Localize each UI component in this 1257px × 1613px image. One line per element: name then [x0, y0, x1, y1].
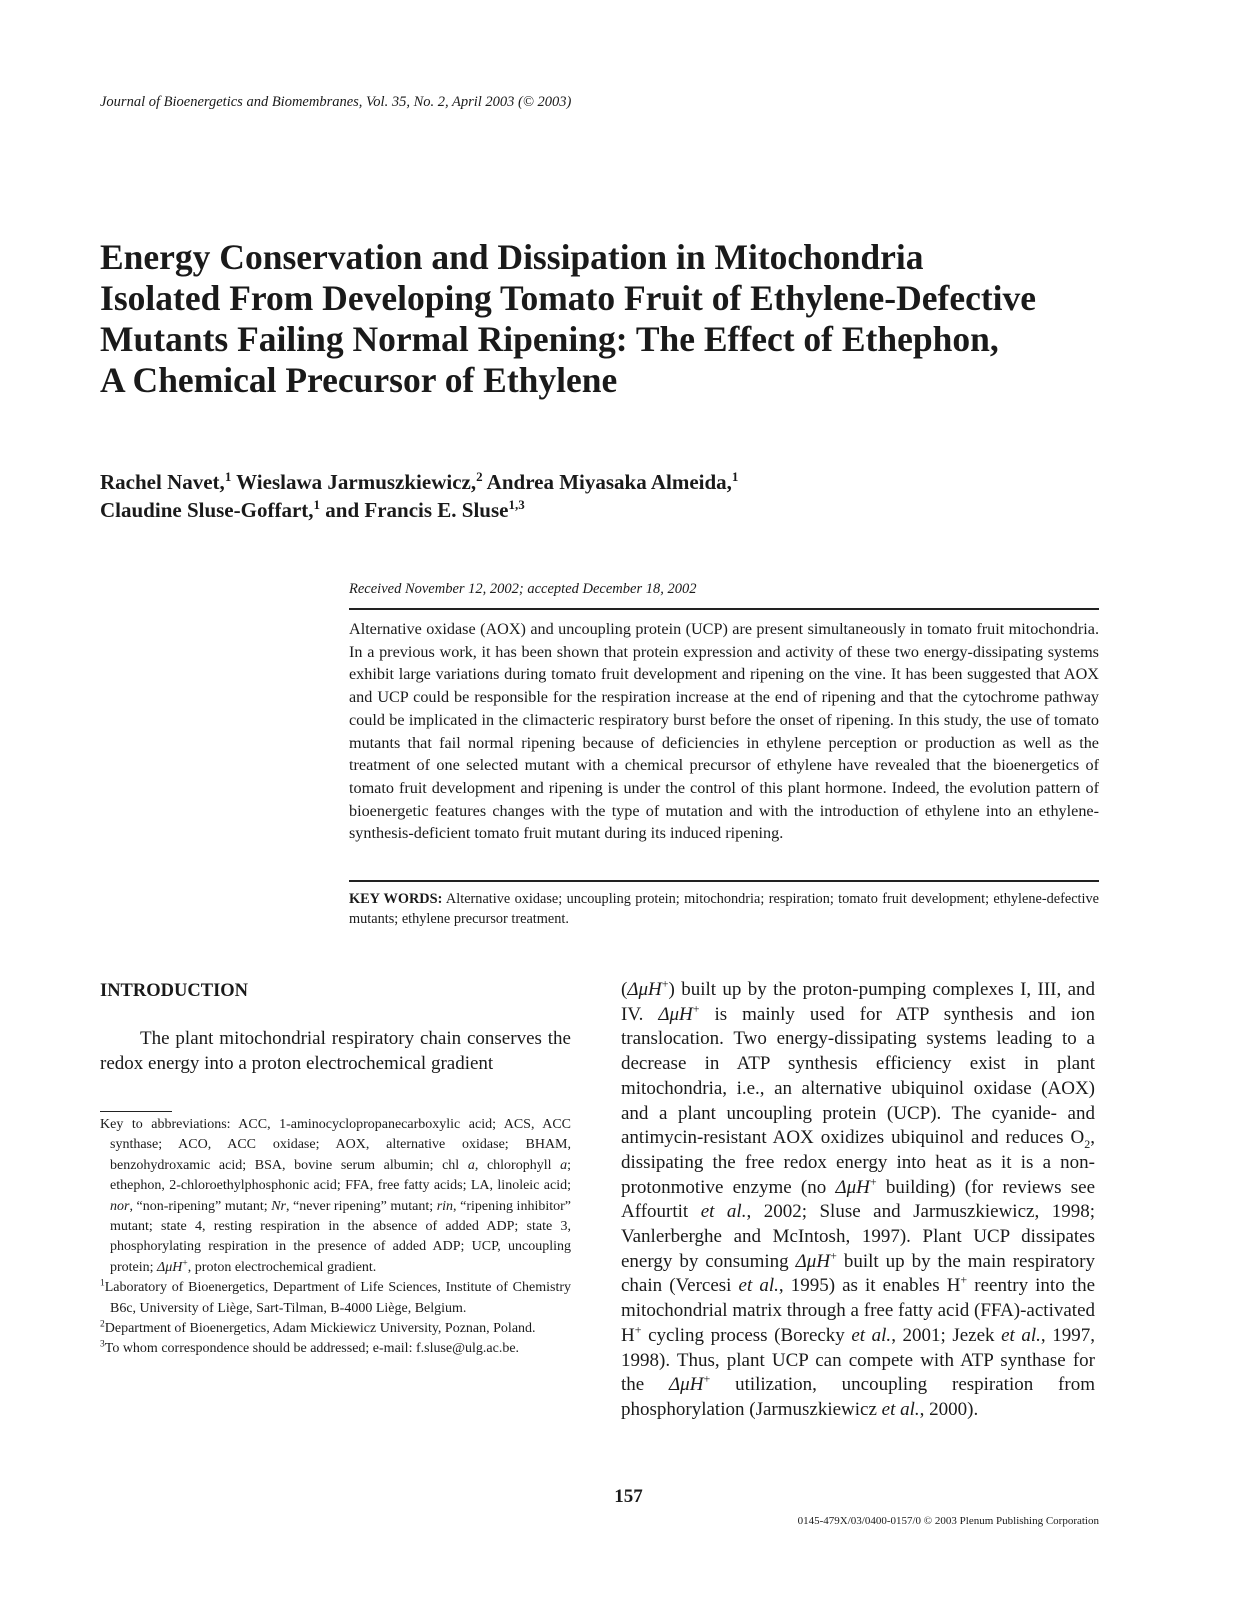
delta-mu-symbol: Δμ — [658, 1003, 680, 1025]
running-head: Journal of Bioenergetics and Biomembranes, Vol. 35, No. 2, April 2003 (© 2003) — [100, 94, 572, 110]
footnote-rule — [100, 1111, 172, 1112]
footnote-text: , chlorophyll — [474, 1157, 561, 1173]
received-date: Received November 12, 2002; accepted December 18, 2002 — [349, 581, 697, 597]
author-name: and Francis E. Sluse — [320, 498, 509, 522]
footnote-mark: 1 — [100, 1278, 105, 1289]
intro-paragraph-left: The plant mitochondrial respiratory chain conserves the redox energy into a proton electrochemical gradient — [100, 1028, 571, 1074]
body-text: , 1997, 1998). Thus, plant UCP can compete with ATP synthase for the — [621, 1324, 1095, 1396]
affiliation-mark: 1 — [731, 469, 739, 484]
body-text: built up by the main respiratory chain (Vercesi — [621, 1250, 1095, 1297]
title-line: A Chemical Precursor of Ethylene — [100, 360, 618, 400]
section-heading-introduction: INTRODUCTION — [100, 981, 249, 1001]
footnote-italic: rin — [436, 1198, 454, 1214]
title-line: Mutants Failing Normal Ripening: The Effect of Ethephon, — [100, 319, 999, 359]
title-line: Isolated From Developing Tomato Fruit of Ethylene-Defective — [100, 278, 1037, 318]
affiliation-footnote-2 — [100, 1319, 571, 1339]
correspondence-footnote — [100, 1339, 571, 1359]
body-text: is mainly used for ATP synthesis and ion translocation. Two energy-dissipating systems leading to a decrease in ATP synthesis efficiency exist in plant mitochondria, i.e., an alternative ubiquinol oxidase (AOX) and a plant uncoupling protein (UCP). The cyanide- and antimycin-resistant AOX oxidizes ubiquinol and reduces O — [621, 1003, 1095, 1149]
affiliation-mark: 1 — [313, 497, 321, 512]
footnote-text: , “non-ripening” mutant; — [129, 1198, 272, 1214]
footnote-italic: a — [560, 1157, 568, 1173]
keywords-text: Alternative oxidase; uncoupling protein; mitochondria; respiration; tomato fruit development; ethylene-defective mutants; ethylene precursor treatment. — [349, 891, 1099, 927]
footnote-text: , “ripening inhibitor” mutant; state 4, resting respiration in the absence of added ADP; state 3, phosphorylating respiration in the presence of added ADP; UCP, uncoupling protein; — [110, 1198, 571, 1275]
footnote-text: , proton electrochemical gradient. — [187, 1259, 377, 1275]
author-name: Claudine Sluse-Goffart, — [100, 498, 314, 522]
footnote-text: Laboratory of Bioenergetics, Department of Life Sciences, Institute of Chemistry B6c, University of Liège, Sart-Tilman, B-4000 Liège, Belgium. — [104, 1280, 571, 1316]
footnote-text: To whom correspondence should be addressed; e-mail: f.sluse@ulg.ac.be. — [104, 1341, 520, 1357]
body-text: , 2001; Jezek — [891, 1324, 1002, 1346]
delta-mu-symbol: Δμ — [627, 979, 649, 1000]
footnote-mark: 2 — [100, 1319, 105, 1330]
et-al: et al. — [881, 1398, 920, 1420]
footnote-mark: 3 — [100, 1339, 105, 1350]
author-line — [100, 496, 1100, 524]
affiliation-footnote-1 — [100, 1278, 571, 1319]
page-number: 157 — [614, 1486, 643, 1507]
affiliation-mark: 2 — [476, 469, 483, 484]
footnote-text: ; ethephon, 2-chloroethylphosphonic acid; FFA, free fatty acids; LA, linoleic acid; — [110, 1157, 571, 1194]
keywords-rule — [349, 880, 1099, 882]
footnotes — [100, 1115, 571, 1360]
delta-mu-symbol: Δμ — [795, 1250, 817, 1272]
et-al: et al. — [700, 1201, 747, 1223]
title-line: Energy Conservation and Dissipation in Mitochondria — [100, 237, 924, 277]
delta-mu-symbol: Δμ — [157, 1259, 173, 1275]
footnote-italic: a — [467, 1157, 475, 1173]
delta-mu-symbol: Δμ — [835, 1176, 857, 1198]
author-name: Wieslawa Jarmuszkiewicz, — [231, 470, 477, 494]
author-list — [100, 468, 1100, 524]
footnote-text: , “never ripening” mutant; — [285, 1198, 437, 1214]
body-text: ( — [621, 979, 628, 1000]
author-line — [100, 468, 1100, 496]
abbreviations-footnote: Key to abbreviations: ACC, 1-aminocyclopropanecarboxylic acid; ACS, ACC synthase; ACO, ACC oxidase; AOX, alternative oxidase; BHAM, benzohydroxamic acid; BSA, bovine serum albumin; chl a, chlorophyll a; ethephon, 2-chloroethylphosphonic acid; FFA, free fatty acids; LA, linoleic acid; nor, “non-ripening” mutant; Nr, “never ripening” mutant; rin, “ripening inhibitor” mutant; state 4, resting respiration in the absence of added ADP; state 3, phosphorylating respiration in the presence of added ADP; UCP, uncoupling protein; ΔμH+, proton electrochemical gradient. — [100, 1117, 571, 1275]
footnote-text: Department of Bioenergetics, Adam Mickiewicz University, Poznan, Poland. — [104, 1321, 536, 1337]
footnote-italic: nor — [110, 1198, 130, 1214]
intro-paragraph-right: (ΔμH+) built up by the proton-pumping complexes I, III, and IV. ΔμH+ is mainly used for ATP synthesis and ion translocation. Two energy-dissipating systems leading to a decrease in ATP synthesis efficiency exist in plant mitochondria, i.e., an alternative ubiquinol oxidase (AOX) and a plant uncoupling protein (UCP). The cyanide- and antimycin-resistant AOX oxidizes ubiquinol and reduces $O_2$, dissipating the free redox energy into heat as it is a non-protonmotive enzyme (no ΔμH+ building) (for reviews see Affourtit et al., 2002; Sluse and Jarmuszkiewicz, 1998; Vanlerberghe and McIntosh, 1997). Plant UCP dissipates energy by consuming ΔμH+ built up by the main respiratory chain (Vercesi et al., 1995) as it enables H+ reentry into the mitochondrial matrix through a free fatty acid (FFA)-activated H+ cycling process (Borecky et al., 2001; Jezek et al., 1997, 1998). Thus, plant UCP can compete with ATP synthase for the ΔμH+ utilization, uncoupling respiration from phosphorylation (Jarmuszkiewicz et al., 2000). — [621, 976, 1096, 1420]
body-text: , 2000). — [919, 1398, 979, 1420]
keywords-label: KEY WORDS: — [349, 891, 443, 907]
keywords — [349, 890, 1099, 929]
author-name: Rachel Navet, — [100, 470, 225, 494]
affiliation-mark: 1,3 — [508, 497, 525, 512]
body-text: building) (for reviews see Affourtit — [621, 1176, 1096, 1223]
article-title — [100, 237, 1160, 401]
body-text: cycling process (Borecky — [641, 1324, 852, 1346]
affiliation-mark: 1 — [224, 469, 232, 484]
footnote-italic: Nr — [271, 1198, 286, 1214]
body-text: ) built up by the proton-pumping complexes I, III, and IV. — [621, 979, 1095, 1025]
et-al: et al. — [738, 1275, 779, 1297]
abstract-top-rule — [349, 608, 1099, 610]
body-text: , 2002; Sluse and Jarmuszkiewicz, 1998; Vanlerberghe and McIntosh, 1997). Plant UCP dissipates energy by consuming — [621, 1201, 1095, 1272]
delta-mu-symbol: Δμ — [669, 1374, 690, 1396]
footnote-text: Key to abbreviations: ACC, 1-aminocyclopropanecarboxylic acid; ACS, ACC synthase; ACO, ACC oxidase; AOX, alternative oxidase; BHAM, benzohydroxamic acid; BSA, bovine serum albumin; chl — [100, 1117, 571, 1173]
author-name: Andrea Miyasaka Almeida, — [482, 470, 732, 494]
body-text: utilization, uncoupling respiration from phosphorylation (Jarmuszkiewicz — [621, 1374, 1095, 1420]
et-al: et al. — [1001, 1324, 1041, 1346]
body-text: , dissipating the free redox energy into heat as it is a non-protonmotive enzyme (no — [621, 1127, 1095, 1198]
body-text: , 1995) as it enables H — [778, 1275, 961, 1297]
abstract: Alternative oxidase (AOX) and uncoupling protein (UCP) are present simultaneously in tomato fruit mitochondria. In a previous work, it has been shown that protein expression and activity of these two energy-dissipating systems exhibit large variations during tomato fruit development and ripening on the vine. It has been suggested that AOX and UCP could be responsible for the respiration increase at the end of ripening and that the cytochrome pathway could be implicated in the climacteric respiratory burst before the onset of ripening. In this study, the use of tomato mutants that fail normal ripening because of deficiencies in ethylene perception or production as well as the treatment of one selected mutant with a chemical precursor of ethylene have revealed that the bioenergetics of tomato fruit development and ripening is under the control of this plant hormone. Indeed, the evolution pattern of bioenergetic features changes with the type of mutation and with the introduction of ethylene into an ethylene-synthesis-deficient tomato fruit mutant during its induced ripening. — [349, 620, 1099, 843]
copyright-line: 0145-479X/03/0400-0157/0 © 2003 Plenum Publishing Corporation — [797, 1515, 1099, 1527]
subscript: 2 — [1084, 1137, 1091, 1152]
body-text: reentry into the mitochondrial matrix through a free fatty acid (FFA)-activated H — [621, 1275, 1096, 1346]
et-al: et al. — [851, 1324, 892, 1346]
